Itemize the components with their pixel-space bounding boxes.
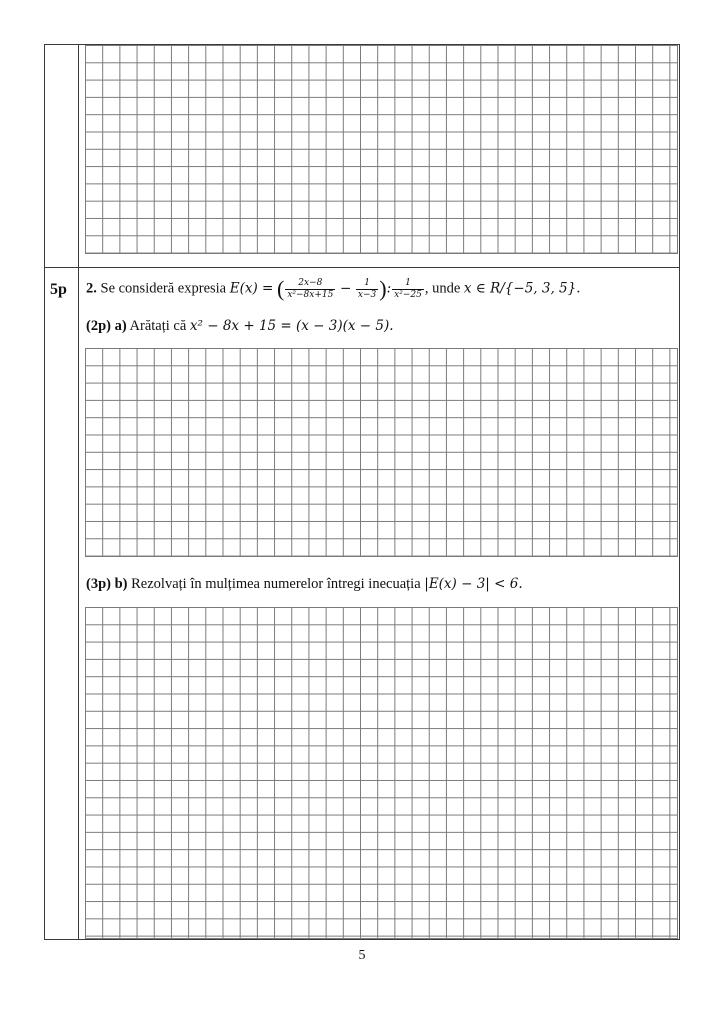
fraction-2-denominator: x−3 bbox=[357, 289, 377, 300]
question-points: 5p bbox=[50, 281, 67, 298]
fraction-3 bbox=[392, 278, 424, 301]
fraction-2-numerator: 1 bbox=[356, 278, 378, 290]
right-border bbox=[679, 44, 680, 940]
part-b-points: (3p) bbox=[86, 576, 111, 592]
fraction-3-denominator: x²−25 bbox=[394, 289, 422, 300]
left-border bbox=[44, 44, 45, 940]
part-a-statement bbox=[86, 318, 394, 335]
part-b-math: |E(x) − 3| < 6. bbox=[424, 576, 523, 592]
part-a-text: Arătați că bbox=[129, 318, 187, 334]
part-b-letter: b) bbox=[114, 576, 128, 592]
fraction-1 bbox=[285, 278, 335, 301]
page-number: 5 bbox=[358, 948, 366, 963]
section-divider bbox=[44, 267, 680, 268]
condition-text: , unde bbox=[424, 280, 461, 297]
fraction-1-numerator: 2x−8 bbox=[285, 278, 335, 290]
part-a-math: x² − 8x + 15 = (x − 3)(x − 5). bbox=[189, 318, 394, 334]
condition-domain: x ∈ R/{−5, 3, 5}. bbox=[463, 280, 581, 297]
fraction-1-denominator: x²−8x+15 bbox=[287, 289, 334, 300]
bottom-border bbox=[44, 939, 680, 940]
points-column-divider bbox=[78, 44, 79, 940]
part-a-points: (2p) bbox=[86, 318, 111, 334]
open-paren: ( bbox=[276, 276, 285, 301]
division-sign: : bbox=[386, 280, 392, 297]
expression-lhs: E(x) = bbox=[229, 280, 274, 297]
part-b-text: Rezolvați în mulțimea numerelor întregi inecuația bbox=[131, 576, 421, 592]
part-a-letter: a) bbox=[114, 318, 127, 334]
question-statement bbox=[86, 276, 581, 302]
answer-grid-part-b[interactable] bbox=[85, 607, 678, 939]
question-number: 2. bbox=[86, 280, 97, 297]
part-b-statement bbox=[86, 576, 523, 593]
fraction-2 bbox=[356, 278, 378, 301]
answer-grid-part-a[interactable] bbox=[85, 348, 678, 557]
minus-sign: − bbox=[339, 280, 352, 297]
question-intro: Se consideră expresia bbox=[100, 280, 227, 297]
fraction-3-numerator: 1 bbox=[392, 278, 424, 290]
answer-grid-previous[interactable] bbox=[85, 45, 678, 254]
close-paren: ) bbox=[379, 276, 387, 301]
